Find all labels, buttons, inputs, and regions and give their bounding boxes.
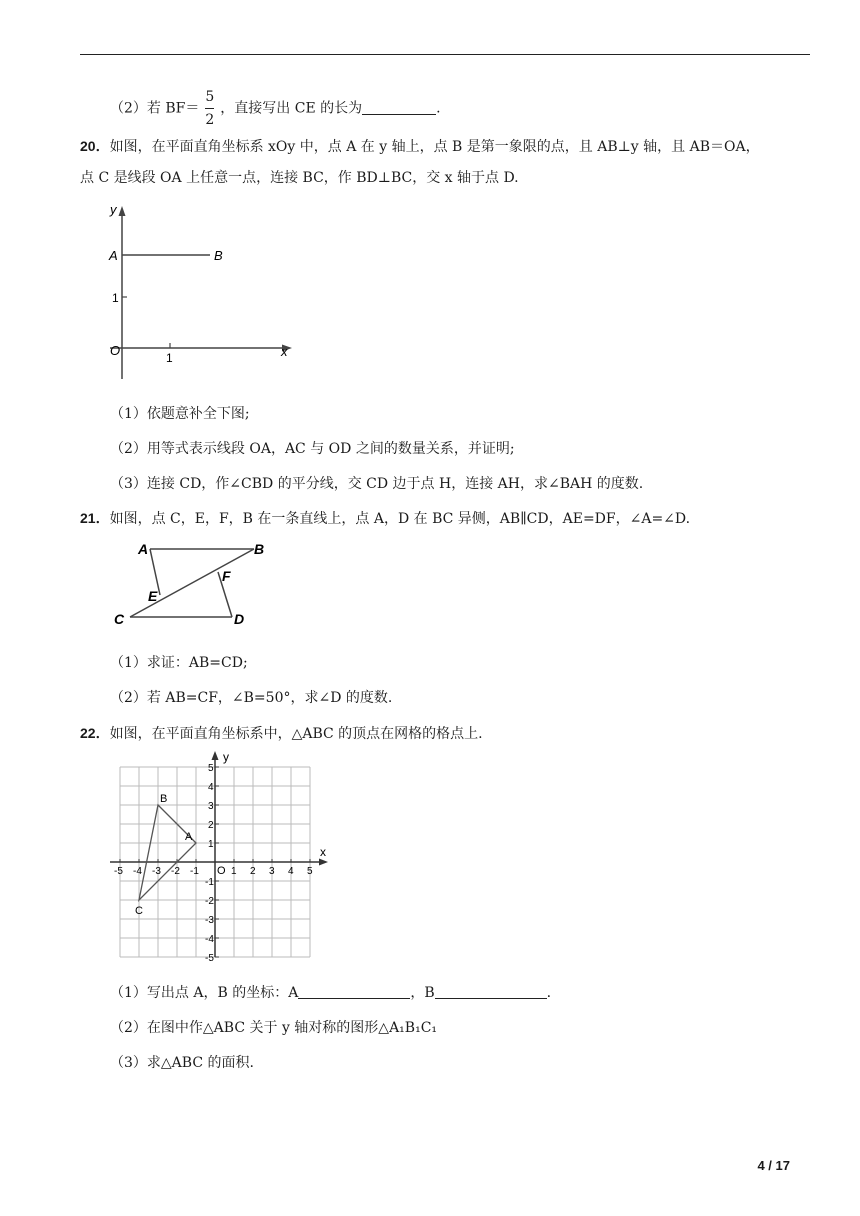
answer-blank-a[interactable] bbox=[298, 984, 410, 999]
q20-part1: （1）依题意补全下图; bbox=[110, 406, 250, 422]
x-tick-label: 2 bbox=[250, 866, 256, 877]
x-axis-label: x bbox=[320, 845, 326, 859]
q20-stem-line1: 20．如图，在平面直角坐标系 xOy 中，点 A 在 y 轴上，点 B 是第一象限的点，且 AB⊥y 轴，且 AB＝OA， bbox=[80, 138, 760, 155]
y-tick-label: -5 bbox=[205, 953, 214, 964]
answer-blank[interactable] bbox=[362, 100, 436, 115]
answer-blank-b[interactable] bbox=[435, 984, 547, 999]
y-tick-label: -1 bbox=[205, 877, 214, 888]
q22-stem: 22．如图，在平面直角坐标系中，△ABC 的顶点在网格的格点上. bbox=[80, 725, 483, 742]
y-tick-label: -2 bbox=[205, 896, 214, 907]
fraction: $\frac{5}{2}$ bbox=[205, 89, 215, 128]
point-c-label: C bbox=[135, 905, 143, 917]
x-tick-label: -5 bbox=[114, 866, 123, 877]
y-axis-label: y bbox=[110, 202, 117, 217]
origin-label: O bbox=[110, 343, 121, 358]
q20-part2: （2）用等式表示线段 OA，AC 与 OD 之间的数量关系，并证明; bbox=[110, 441, 515, 457]
triangle-abc bbox=[139, 805, 196, 900]
q22-part3: （3）求△ABC 的面积. bbox=[110, 1055, 254, 1071]
point-b-label: B bbox=[214, 248, 223, 263]
q22-part2: （2）在图中作△ABC 关于 y 轴对称的图形△A₁B₁C₁ bbox=[110, 1020, 438, 1036]
y-tick-1: 1 bbox=[112, 291, 119, 305]
header-rule bbox=[80, 54, 810, 55]
q21-figure bbox=[108, 536, 278, 631]
q20-part3: （3）连接 CD，作∠CBD 的平分线，交 CD 边于点 H，连接 AH，求∠BAH 的度数. bbox=[110, 476, 644, 492]
point-e-label: E bbox=[148, 588, 158, 604]
point-f-label: F bbox=[222, 568, 231, 584]
q21-part1: （1）求证：AB=CD; bbox=[110, 655, 248, 671]
y-tick-label: 1 bbox=[208, 839, 214, 850]
tick-labels bbox=[114, 763, 313, 964]
x-tick-label: -1 bbox=[190, 866, 199, 877]
y-axis-arrow bbox=[212, 751, 219, 760]
x-axis-label: x bbox=[281, 344, 288, 359]
x-tick-label: 4 bbox=[288, 866, 294, 877]
axes bbox=[110, 751, 328, 957]
point-d-label: D bbox=[234, 611, 245, 627]
q20-stem-line2: 点 C 是线段 OA 上任意一点，连接 BC，作 BD⊥BC，交 x 轴于点 D. bbox=[80, 170, 519, 186]
point-c-label: C bbox=[114, 611, 125, 627]
y-tick-label: 4 bbox=[208, 782, 214, 793]
page-number: 4 / 17 bbox=[757, 1158, 790, 1173]
x-tick-label: 5 bbox=[307, 866, 313, 877]
x-axis-arrow bbox=[319, 859, 328, 866]
y-tick-label: -3 bbox=[205, 915, 214, 926]
x-tick-label: -4 bbox=[133, 866, 142, 877]
q19-part2: （2）若 BF＝ $\frac{5}{2}$ ，直接写出 CE 的长为 . bbox=[110, 89, 441, 128]
point-b-label: B bbox=[160, 793, 168, 805]
q21-stem: 21．如图，点 C，E，F，B 在一条直线上，点 A，D 在 BC 异侧，AB∥CD，AE=DF，∠A=∠D. bbox=[80, 510, 691, 527]
point-a-label: A bbox=[185, 831, 193, 843]
x-tick-label: -3 bbox=[152, 866, 161, 877]
y-tick-label: 2 bbox=[208, 820, 214, 831]
y-tick-label: 5 bbox=[208, 763, 214, 774]
q20-figure bbox=[100, 196, 300, 386]
x-tick-label: -2 bbox=[171, 866, 180, 877]
q21-part2: （2）若 AB=CF，∠B=50°，求∠D 的度数. bbox=[110, 690, 393, 706]
x-tick-label: 3 bbox=[269, 866, 275, 877]
point-a-label: A bbox=[109, 248, 118, 263]
y-axis-label: y bbox=[223, 750, 229, 764]
y-tick-label: 3 bbox=[208, 801, 214, 812]
y-tick-label: -4 bbox=[205, 934, 214, 945]
point-b-label: B bbox=[254, 541, 265, 557]
q22-part1: （1）写出点 A，B 的坐标：A ，B . bbox=[110, 985, 552, 1001]
q22-figure bbox=[108, 748, 344, 968]
x-tick-label: 1 bbox=[231, 866, 237, 877]
x-tick-1: 1 bbox=[166, 351, 173, 365]
origin-label: O bbox=[217, 865, 226, 877]
point-a-label: A bbox=[138, 541, 149, 557]
